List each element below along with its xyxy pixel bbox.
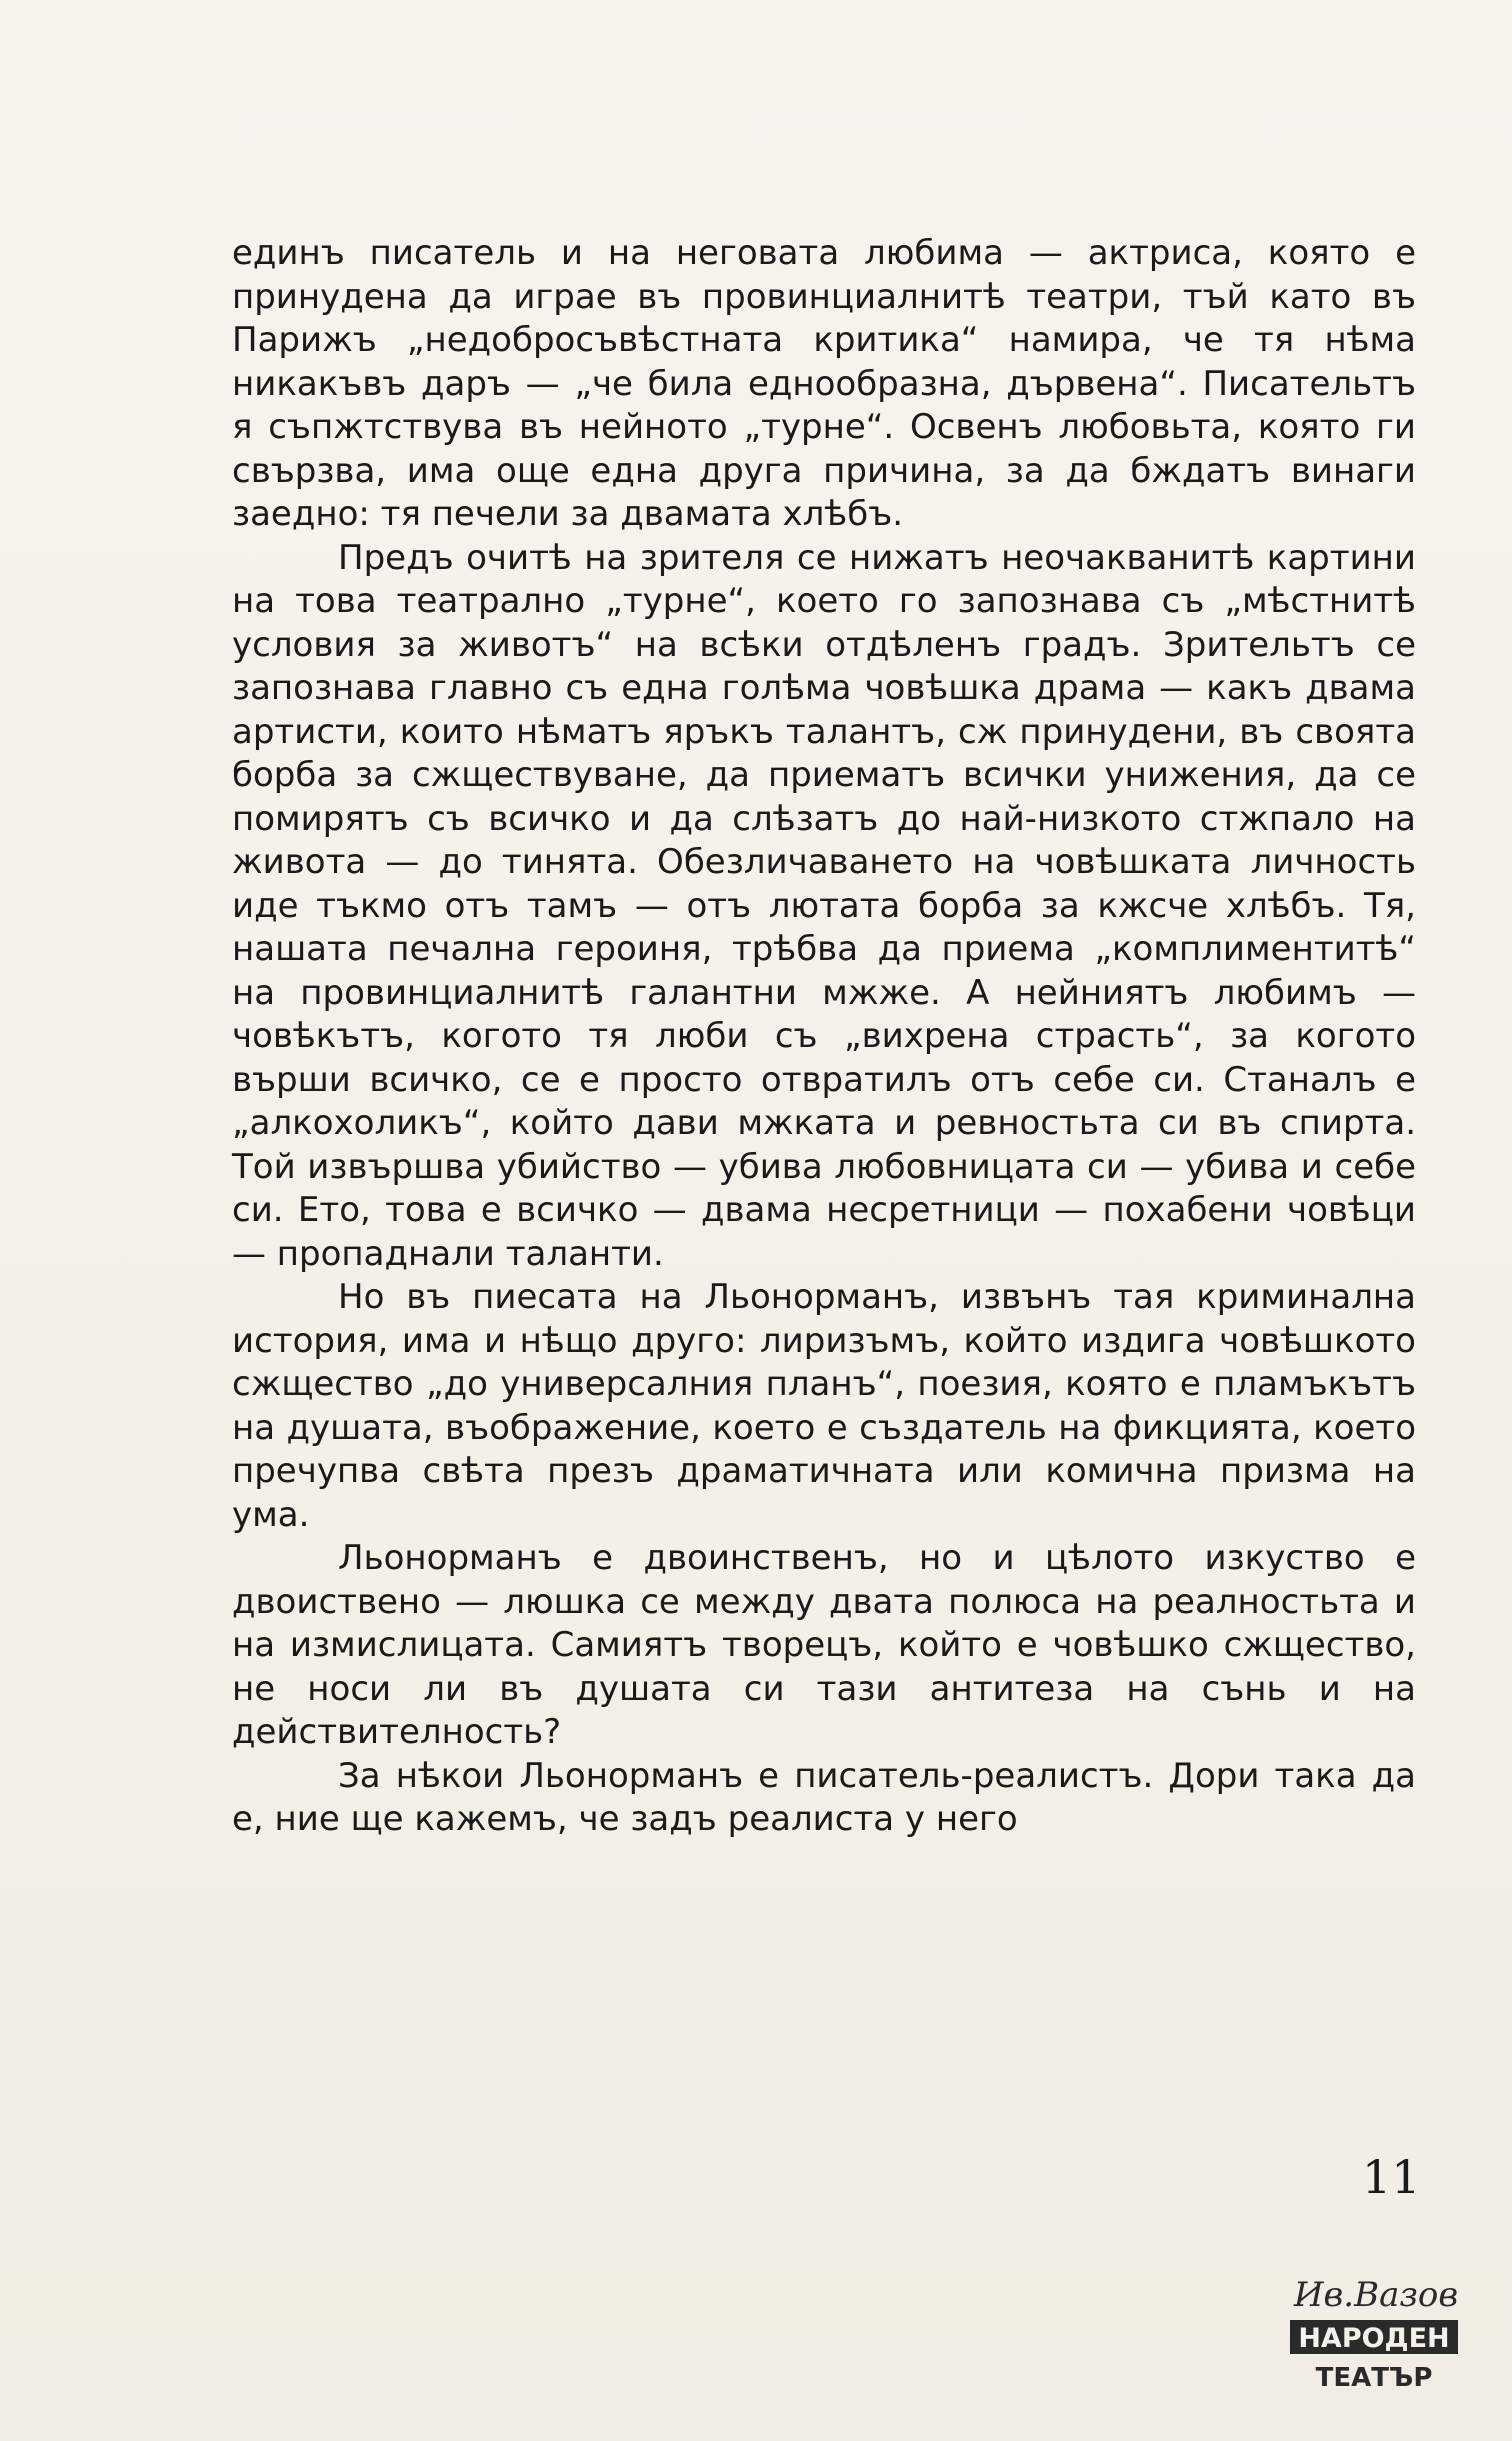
body-text (232, 232, 1416, 1842)
paragraph: Льонорманъ е двоинственъ, но и цѣлото изкуство е двоиствено — люшка се между двата полюса на реалностьта и на измислицата. Самиятъ творецъ, който е човѣшко сжщество, не носи ли въ душата си тази антитеза на сънь и на действителность? (232, 1538, 1416, 1752)
logo-line1: НАРОДЕН (1298, 2323, 1450, 2354)
logo-line2: ТЕАТЪР (1315, 2363, 1433, 2393)
logo-script-text: Ив.Вазов (1293, 2275, 1459, 2315)
paragraph: Предъ очитѣ на зрителя се нижатъ неочакванитѣ картини на това театрално „турне“, което го запознава съ „мѣстнитѣ условия за животъ“ на всѣки отдѣленъ градъ. Зрительтъ се запознава главно съ една голѣма човѣшка драма — какъ двама артисти, които нѣматъ яръкъ талантъ, сж принудени, въ своята борба за сжществуване, да приематъ всички унижения, да се помирятъ съ всичко и да слѣзатъ до най-низкото стжпало на живота — до тинята. Обезличаването на човѣшката личность иде тъкмо отъ тамъ — отъ лютата борба за кжсче хлѣбъ. Тя, нашата печална героиня, трѣбва да приема „комплиментитѣ“ на провинциалнитѣ галантни мжже. А нейниятъ любимъ — човѣкътъ, когото тя люби съ „вихрена страсть“, за когото върши всичко, се е просто отвратилъ отъ себе си. Станалъ е „алкохоликъ“, който дави мжката и ревностьта си въ спирта. Той извършва убийство — убива любовницата си — убива и себе си. Ето, това е всичко — двама несретници — похабени човѣци — пропаднали таланти. (232, 537, 1416, 1274)
theatre-logo-icon (1284, 2258, 1464, 2408)
page-number: 11 (1362, 2150, 1421, 2204)
paragraph: За нѣкои Льонорманъ е писатель-реалистъ. Дори така да е, ние ще кажемъ, че задъ реалиста у него (232, 1755, 1416, 1839)
paragraph: единъ писатель и на неговата любима — актриса, която е принудена да играе въ провинциалнитѣ театри, тъй като въ Парижъ „недобросъвѣстната критика“ намира, че тя нѣма никакъвъ даръ — „че била еднообразна, дървена“. Писательтъ я съпжтствува въ нейното „турне“. Освенъ любовьта, която ги свързва, има още една друга причина, за да бждатъ винаги заедно: тя печели за двамата хлѣбъ. (232, 233, 1416, 534)
paragraph: Но въ пиесата на Льонорманъ, извънъ тая криминална история, има и нѣщо друго: лиризъмъ, който издига човѣшкото сжщество „до универсалния планъ“, поезия, която е пламъкътъ на душата, въображение, което е създатель на фикцията, което пречупва свѣта презъ драматичната или комична призма на ума. (232, 1277, 1416, 1535)
